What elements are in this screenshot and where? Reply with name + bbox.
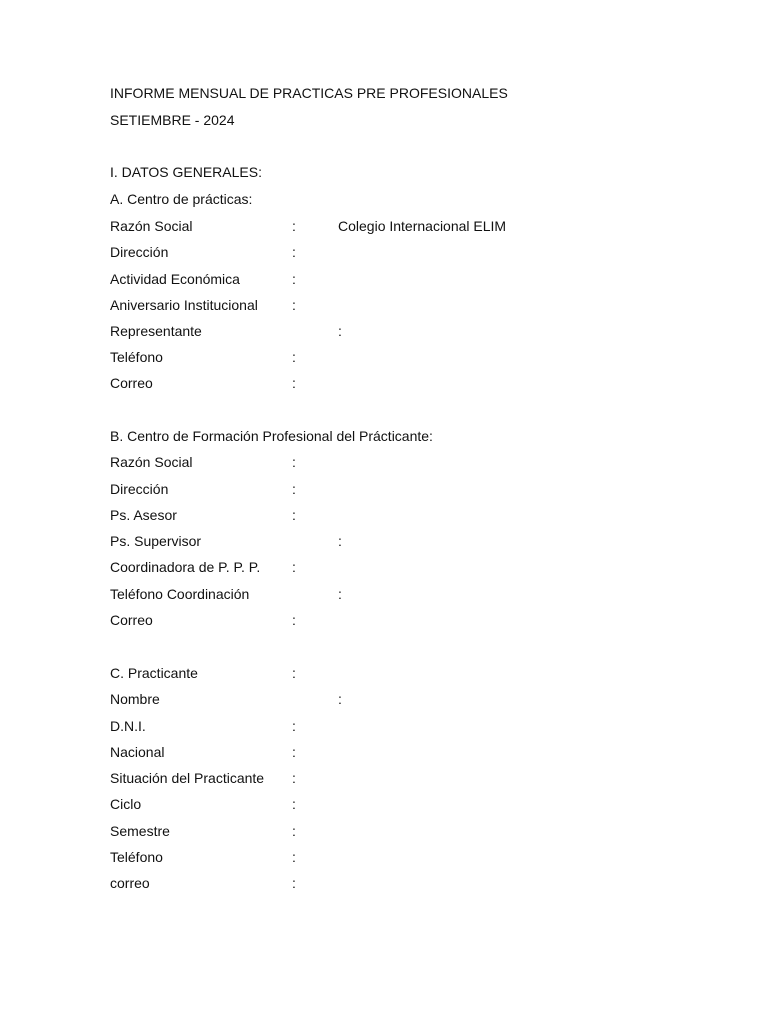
field-row (110, 743, 670, 761)
field-label: Semestre (110, 823, 170, 839)
field-row (110, 558, 670, 576)
field-label: Situación del Practicante (110, 770, 265, 786)
field-colon: : (292, 744, 296, 760)
field-row (110, 296, 670, 314)
field-row (110, 270, 670, 288)
field-colon: : (292, 507, 296, 523)
field-label: Dirección (110, 244, 169, 260)
section-b-heading: B. Centro de Formación Profesional del Prácticante: (110, 428, 433, 444)
field-row (110, 374, 670, 392)
field-label: Ps. Asesor (110, 507, 177, 523)
field-label: Razón Social (110, 454, 193, 470)
field-row (110, 690, 670, 708)
field-label: Nacional (110, 744, 165, 760)
document-period: SETIEMBRE - 2024 (110, 112, 235, 128)
field-colon: : (338, 323, 342, 339)
field-label: D.N.I. (110, 718, 146, 734)
field-row (110, 822, 670, 840)
field-row (110, 348, 670, 366)
field-label: Razón Social (110, 218, 193, 234)
field-colon: : (292, 718, 296, 734)
field-colon: : (338, 691, 342, 707)
field-label: Actividad Económica (110, 271, 240, 287)
field-row (110, 506, 670, 524)
field-row (110, 480, 670, 498)
field-row (110, 795, 670, 813)
field-row (110, 217, 670, 235)
field-colon: : (292, 271, 296, 287)
section-heading-general-data: I. DATOS GENERALES: (110, 164, 262, 180)
field-row (110, 611, 670, 629)
field-colon: : (338, 586, 342, 602)
field-colon: : (292, 244, 296, 260)
field-row (110, 532, 670, 550)
field-label: Correo (110, 612, 153, 628)
document-title: INFORME MENSUAL DE PRACTICAS PRE PROFESIONALES (110, 85, 508, 101)
field-colon: : (292, 770, 296, 786)
field-row (110, 453, 670, 471)
field-colon: : (292, 218, 296, 234)
field-colon: : (292, 875, 296, 891)
section-c-heading: C. Practicante (110, 665, 198, 681)
field-row (110, 585, 670, 603)
field-label: Teléfono (110, 349, 163, 365)
field-row (110, 848, 670, 866)
field-colon: : (292, 559, 296, 575)
field-label: Teléfono (110, 849, 163, 865)
field-label: Nombre (110, 691, 160, 707)
field-colon: : (292, 375, 296, 391)
field-row (110, 874, 670, 892)
field-label: Dirección (110, 481, 169, 497)
field-label: Teléfono Coordinación (110, 586, 250, 602)
field-label: Representante (110, 323, 202, 339)
field-colon: : (338, 533, 342, 549)
section-a-heading: A. Centro de prácticas: (110, 191, 253, 207)
field-colon: : (292, 823, 296, 839)
field-row (110, 243, 670, 261)
field-colon: : (292, 297, 296, 313)
field-label: Coordinadora de P. P. P. (110, 559, 261, 575)
field-colon: : (292, 454, 296, 470)
field-label: correo (110, 875, 150, 891)
field-colon: : (292, 612, 296, 628)
field-label: Correo (110, 375, 153, 391)
field-colon: : (292, 481, 296, 497)
field-colon: : (292, 349, 296, 365)
field-colon: : (292, 849, 296, 865)
field-row (110, 664, 670, 682)
field-colon: : (292, 665, 296, 681)
field-label: Ps. Supervisor (110, 533, 202, 549)
field-colon: : (292, 796, 296, 812)
field-row (110, 769, 670, 787)
field-row (110, 717, 670, 735)
field-label: Aniversario Institucional (110, 297, 258, 313)
field-value: Colegio Internacional ELIM (338, 218, 507, 234)
field-label: Ciclo (110, 796, 142, 812)
field-row (110, 322, 670, 340)
